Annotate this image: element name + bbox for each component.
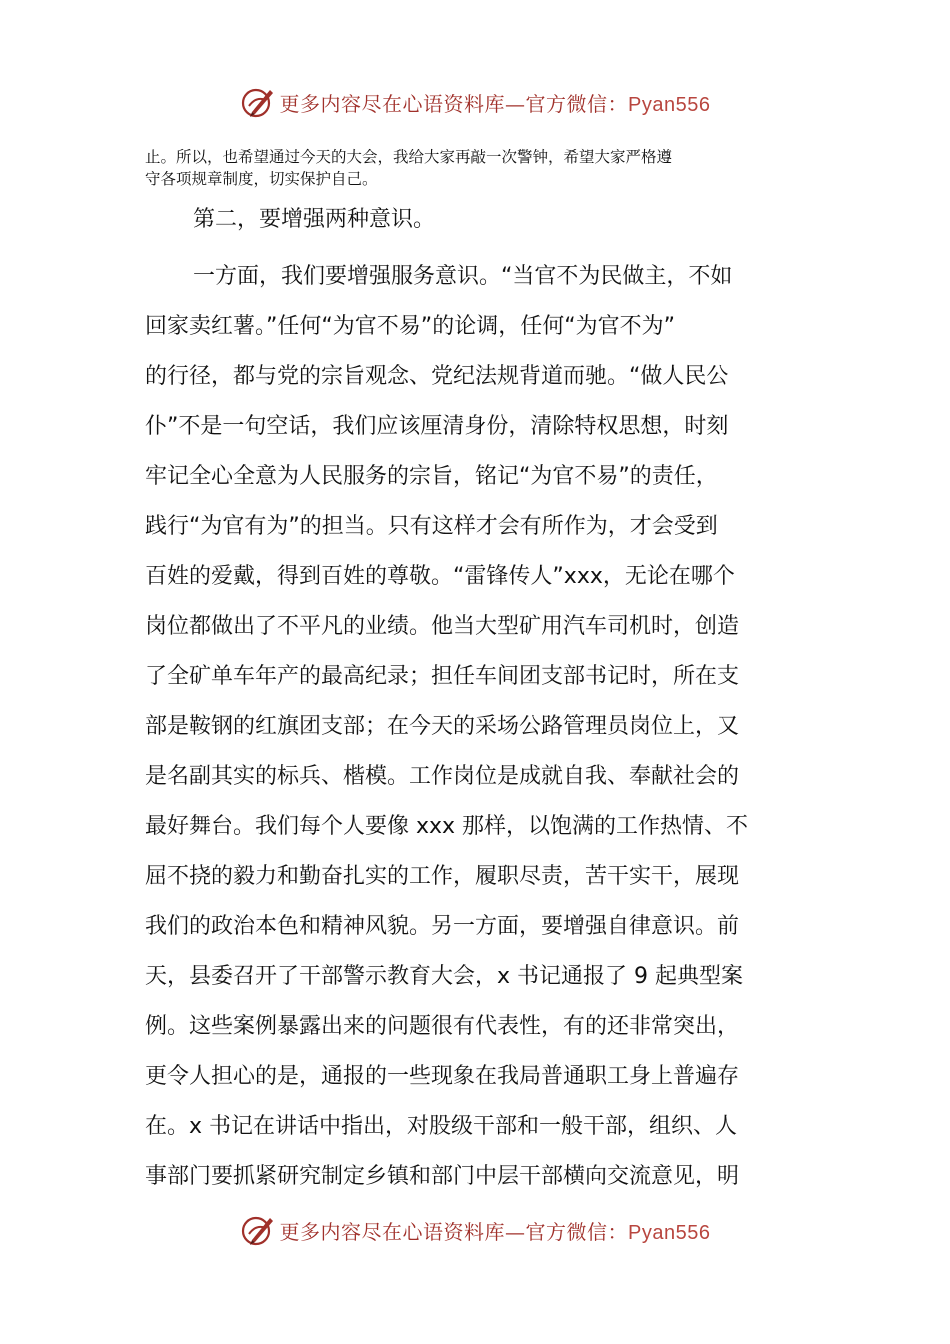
header-watermark <box>0 82 950 122</box>
header-watermark-text: 更多内容尽在心语资料库—官方微信：Pyan556 <box>279 91 711 116</box>
body-line: 我们的政治本色和精神风貌。另一方面，要增强自律意识。前 <box>145 914 740 939</box>
body-paragraph <box>145 252 815 1202</box>
body-line: 例。这些案例暴露出来的问题很有代表性，有的还非常突出， <box>145 1014 740 1039</box>
body-line: 在。x 书记在讲话中指出，对股级干部和一般干部，组织、人 <box>145 1114 738 1139</box>
pen-logo-icon <box>240 84 276 120</box>
body-line: 牢记全心全意为人民服务的宗旨，铭记“为官不易”的责任， <box>145 464 718 489</box>
footer-wechat-id: Pyan556 <box>628 1221 711 1244</box>
body-line: 一方面，我们要增强服务意识。“当官不为民做主，不如 <box>193 264 733 289</box>
continuation-line: 止。所以，也希望通过今天的大会，我给大家再敲一次警钟，希望大家严格遵 <box>145 148 673 166</box>
pen-logo-icon <box>240 1212 276 1248</box>
body-line: 回家卖红薯。”任何“为官不易”的论调，任何“为官不为” <box>145 314 675 339</box>
body-line: 仆”不是一句空话，我们应该厘清身份，清除特权思想，时刻 <box>145 414 729 439</box>
header-wechat-id: Pyan556 <box>628 93 711 116</box>
body-line: 部是鞍钢的红旗团支部；在今天的采场公路管理员岗位上，又 <box>145 714 740 739</box>
body-line: 践行“为官有为”的担当。只有这样才会有所作为，才会受到 <box>145 514 718 539</box>
body-line: 最好舞台。我们每个人要像 xxx 那样，以饱满的工作热情、不 <box>145 814 749 839</box>
body-line: 的行径，都与党的宗旨观念、党纪法规背道而驰。“做人民公 <box>145 364 729 389</box>
section-heading: 第二，要增强两种意识。 <box>193 207 436 232</box>
body-line: 屈不挠的毅力和勤奋扎实的工作，履职尽责，苦干实干，展现 <box>145 864 740 889</box>
body-line: 事部门要抓紧研究制定乡镇和部门中层干部横向交流意见，明 <box>145 1164 740 1189</box>
body-line: 天，县委召开了干部警示教育大会，x 书记通报了 9 起典型案 <box>145 964 743 989</box>
continuation-line: 守各项规章制度，切实保护自己。 <box>145 170 378 188</box>
body-line: 岗位都做出了不平凡的业绩。他当大型矿用汽车司机时，创造 <box>145 614 740 639</box>
continuation-paragraph <box>145 146 805 190</box>
body-line: 更令人担心的是，通报的一些现象在我局普通职工身上普遍存 <box>145 1064 740 1089</box>
footer-watermark-text: 更多内容尽在心语资料库—官方微信：Pyan556 <box>279 1219 711 1244</box>
footer-watermark <box>0 1210 950 1250</box>
body-line: 百姓的爱戴，得到百姓的尊敬。“雷锋传人”xxx，无论在哪个 <box>145 564 735 589</box>
body-line: 了全矿单车年产的最高纪录；担任车间团支部书记时，所在支 <box>145 664 740 689</box>
body-line: 是名副其实的标兵、楷模。工作岗位是成就自我、奉献社会的 <box>145 764 740 789</box>
